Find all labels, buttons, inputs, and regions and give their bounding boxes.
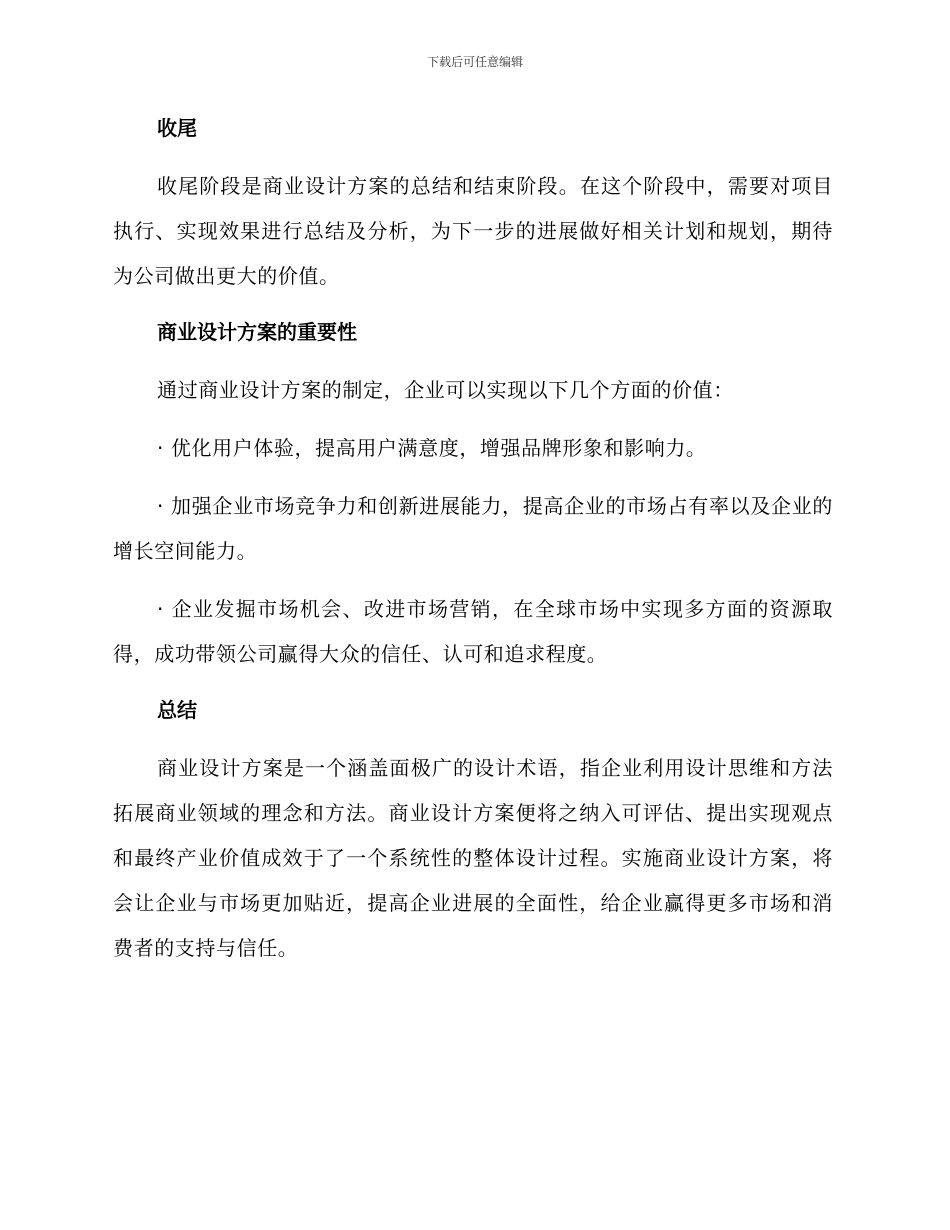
importance-bullet-3: · 企业发掘市场机会、改进市场营销，在全球市场中实现多方面的资源取得，成功带领公司赢得大众的信任、认可和追求程度。	[113, 597, 833, 666]
summary-paragraph: 商业设计方案是一个涵盖面极广的设计术语，指企业利用设计思维和方法拓展商业领域的理念和方法。商业设计方案便将之纳入可评估、提出实现观点和最终产业价值成效于了一个系统性的整体设计过程。实施商业设计方案，将会让企业与市场更加贴近，提高企业进展的全面性，给企业赢得更多市场和消费者的支持与信任。	[113, 756, 833, 960]
section-heading-summary: 总结	[157, 698, 197, 722]
page-header: 下载后可任意编辑	[426, 55, 523, 69]
section-heading-closing: 收尾	[157, 116, 197, 140]
importance-bullet-1: · 优化用户体验，提高用户满意度，增强品牌形象和影响力。	[157, 436, 707, 460]
importance-bullet-2: · 加强企业市场竞争力和创新进展能力，提高企业的市场占有率以及企业的增长空间能力。	[113, 494, 833, 563]
section-heading-importance: 商业设计方案的重要性	[157, 320, 357, 344]
document-body	[113, 108, 833, 984]
importance-intro-paragraph: 通过商业设计方案的制定，企业可以实现以下几个方面的价值：	[157, 378, 734, 402]
closing-paragraph: 收尾阶段是商业设计方案的总结和结束阶段。在这个阶段中，需要对项目执行、实现效果进行总结及分析，为下一步的进展做好相关计划和规划，期待为公司做出更大的价值。	[113, 174, 833, 288]
